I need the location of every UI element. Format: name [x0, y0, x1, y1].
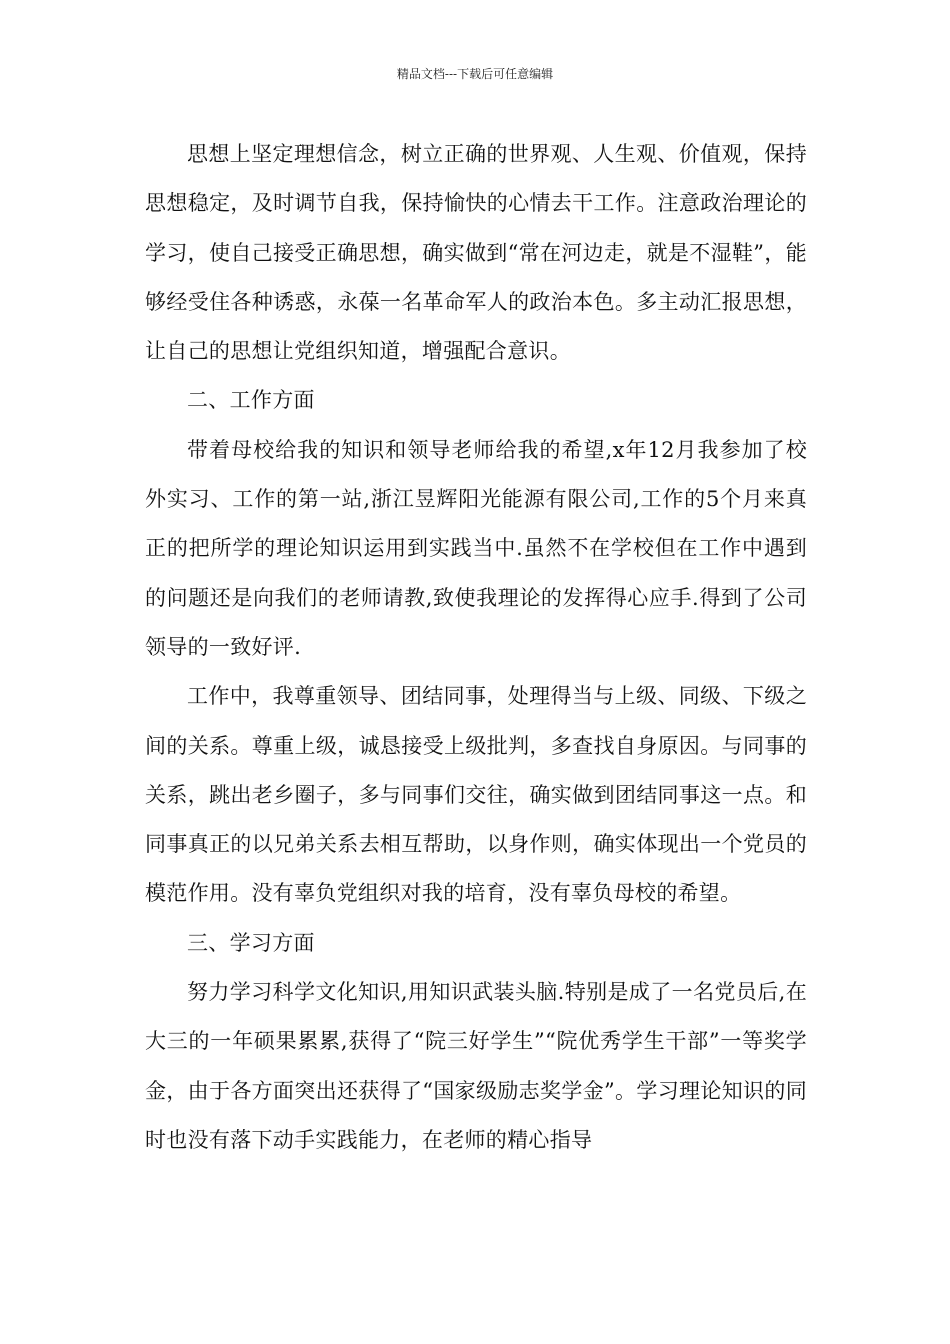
document-body	[145, 130, 807, 1165]
paragraph-work-colleagues: 工作中，我尊重领导、团结同事，处理得当与上级、同级、下级之间的关系。尊重上级，诚恳接受上级批判，多查找自身原因。与同事的关系，跳出老乡圈子，多与同事们交往，确实做到团结同事这一点。和同事真正的以兄弟关系去相互帮助，以身作则，确实体现出一个党员的模范作用。没有辜负党组织对我的培育，没有辜负母校的希望。	[145, 684, 807, 906]
paragraph-work-internship: 带着母校给我的知识和领导老师给我的希望,x年12月我参加了校外实习、工作的第一站,浙江昱辉阳光能源有限公司,工作的5个月来真正的把所学的理论知识运用到实践当中.虽然不在学校但在工作中遇到的问题还是向我们的老师请教,致使我理论的发挥得心应手.得到了公司领导的一致好评.	[145, 437, 807, 659]
paragraph-thought: 思想上坚定理想信念，树立正确的世界观、人生观、价值观，保持思想稳定，及时调节自我，保持愉快的心情去干工作。注意政治理论的学习，使自己接受正确思想，确实做到“常在河边走，就是不湿鞋”，能够经受住各种诱惑，永葆一名革命军人的政治本色。多主动汇报思想，让自己的思想让党组织知道，增强配合意识。	[145, 142, 807, 364]
section-heading-study: 三、学习方面	[187, 930, 315, 955]
section-heading-work: 二、工作方面	[187, 388, 315, 413]
page-header: 精品文档---下载后可任意编辑	[396, 67, 554, 81]
paragraph-study: 努力学习科学文化知识,用知识武装头脑.特别是成了一名党员后,在大三的一年硕果累累,获得了“院三好学生”“院优秀学生干部”一等奖学金，由于各方面突出还获得了“国家级励志奖学金”。学习理论知识的同时也没有落下动手实践能力，在老师的精心指导	[145, 980, 807, 1152]
